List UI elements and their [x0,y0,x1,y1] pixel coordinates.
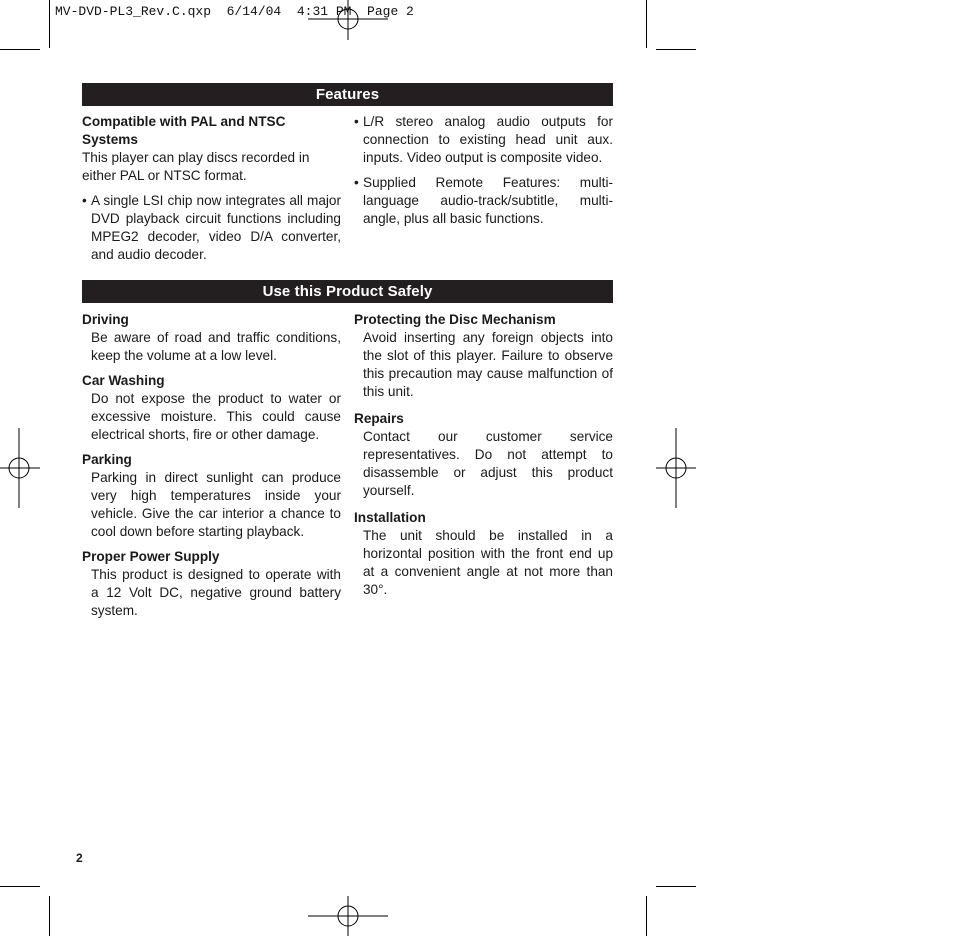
features-bullet-lsi-chip [82,192,341,264]
safety-disc-mechanism-heading: Protecting the Disc Mechanism [354,312,556,327]
features-bullet-stereo-outputs-text: L/R stereo analog audio outputs for connection to existing head unit aux. inputs. Video output is composite video. [363,114,613,165]
features-right-column [354,113,613,228]
bullet-mark: • [82,193,87,208]
safety-section-header: Use this Product Safely [82,280,613,303]
safety-installation-heading: Installation [354,510,426,525]
page-number: 2 [76,851,83,865]
crop-mark-bottom-left-v [49,896,50,936]
features-bullet-remote-text: Supplied Remote Features: multi-language audio-track/subtitle, multi-angle, plus all basic functions. [363,175,613,226]
crop-mark-bottom-right-v [646,896,647,936]
features-bullet-remote [354,174,613,228]
crop-mark-bottom-left-h [0,886,40,887]
registration-mark-left [0,428,40,508]
print-slug: MV-DVD-PL3_Rev.C.qxp 6/14/04 4:31 PM Page 2 [55,4,414,19]
safety-power-supply-heading: Proper Power Supply [82,549,220,564]
bullet-mark: • [354,114,359,129]
safety-left-column [82,311,341,620]
safety-car-washing-heading: Car Washing [82,373,165,388]
crop-mark-bottom-right-h [656,886,696,887]
safety-repairs-text: Contact our customer service representatives. Do not attempt to disassemble or adjust this product yourself. [363,429,613,498]
features-section-header: Features [82,83,613,106]
registration-mark-right [656,428,696,508]
safety-car-washing-text: Do not expose the product to water or excessive moisture. This could cause electrical shorts, fire or other damage. [91,391,341,442]
crop-mark-top-left-v [49,0,50,48]
crop-mark-top-left-h [0,49,40,50]
features-bullet-lsi-chip-text: A single LSI chip now integrates all major DVD playback circuit functions including MPEG2 decoder, video D/A converter, and audio decoder. [91,193,341,262]
crop-mark-top-right-h [656,49,696,50]
crop-mark-top-right-v [646,0,647,48]
features-pal-ntsc-heading: Compatible with PAL and NTSC Systems [82,114,286,147]
bullet-mark: • [354,175,359,190]
safety-disc-mechanism-text: Avoid inserting any foreign objects into the slot of this player. Failure to observe this precaution may cause malfunction of this unit. [363,330,613,399]
registration-mark-bottom [308,896,388,936]
safety-right-column [354,311,613,599]
features-pal-ntsc-text: This player can play discs recorded in either PAL or NTSC format. [82,150,310,183]
features-bullet-stereo-outputs [354,113,613,167]
safety-driving-text: Be aware of road and traffic conditions, keep the volume at a low level. [91,330,341,363]
safety-installation-text: The unit should be installed in a horizontal position with the front end up at a convenient angle at not more than 30°. [363,528,613,597]
safety-driving-heading: Driving [82,312,129,327]
safety-parking-heading: Parking [82,452,132,467]
features-left-column [82,113,341,264]
safety-repairs-heading: Repairs [354,411,404,426]
registration-mark-top [308,0,388,40]
safety-power-supply-text: This product is designed to operate with a 12 Volt DC, negative ground battery system. [91,567,341,618]
safety-parking-text: Parking in direct sunlight can produce very high temperatures inside your vehicle. Give the car interior a chance to cool down before starting playback. [91,470,341,539]
